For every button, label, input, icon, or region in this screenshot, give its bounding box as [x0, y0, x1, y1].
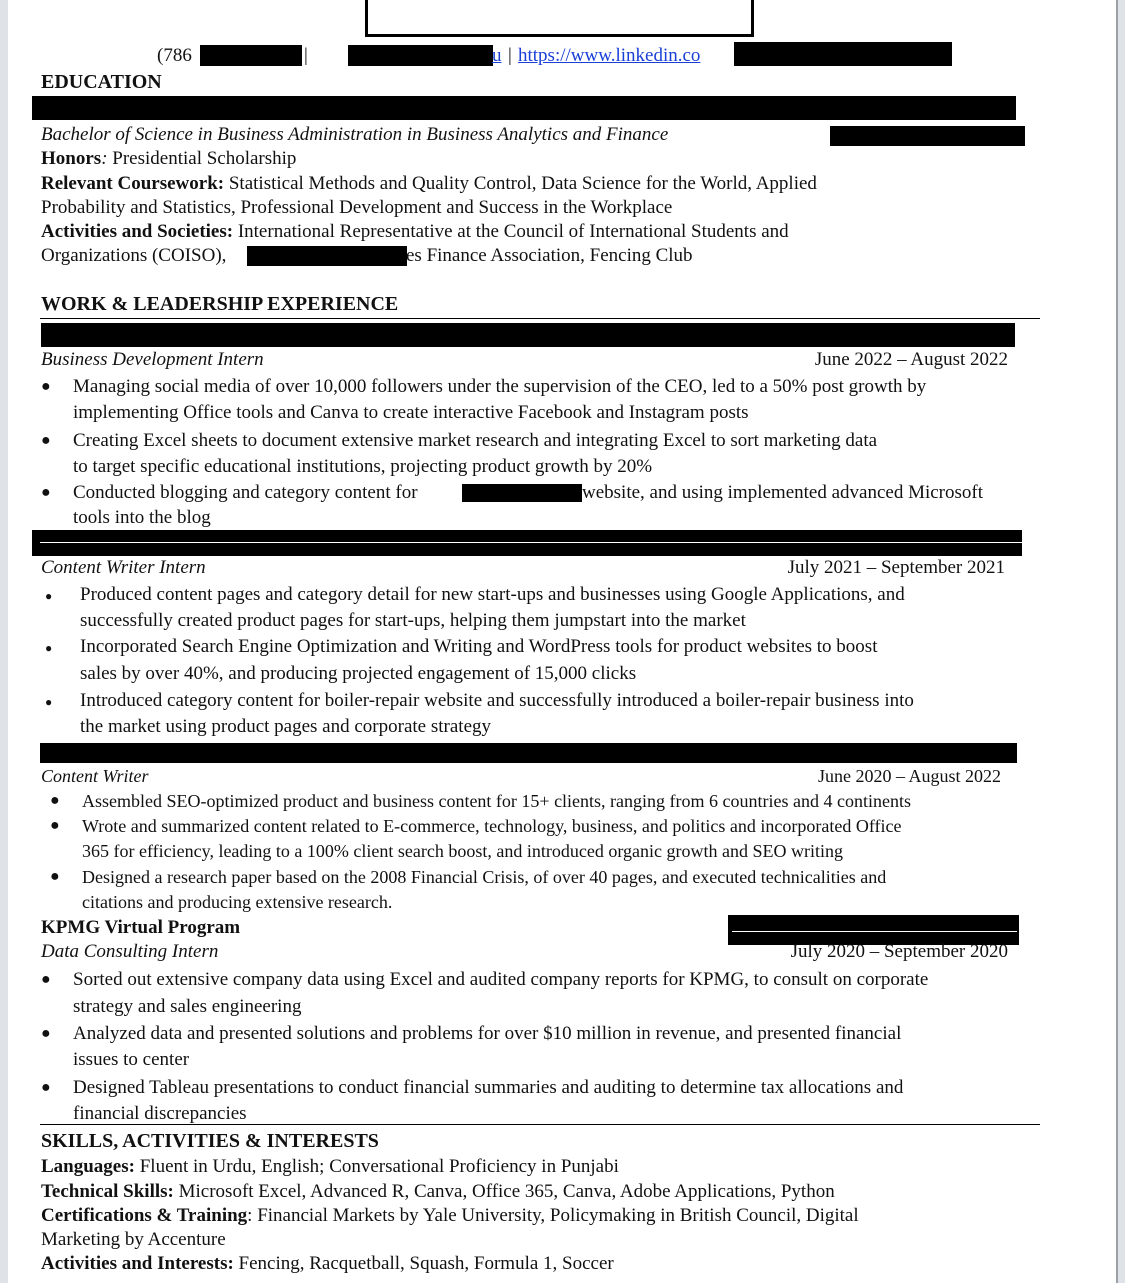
contact-separator-1: |: [304, 45, 308, 66]
job-3-bullet-1-dot: ●: [50, 792, 60, 809]
job-3-bullet-2-dot: ●: [50, 817, 60, 834]
job-4-bullet-3-cont: financial discrepancies: [73, 1103, 247, 1124]
name-redaction-box: [365, 0, 754, 37]
job-4-bullet-3-dot: ●: [41, 1079, 51, 1096]
languages-label: Languages:: [41, 1156, 135, 1177]
job-4-bullet-2: Analyzed data and presented solutions and problems for over $10 million in revenue, and presented financial: [73, 1023, 902, 1044]
job-3-dates: June 2020 – August 2022: [817, 766, 1001, 786]
job-3-role: Content Writer: [41, 766, 149, 786]
certifications-label: Certifications & Training: [41, 1205, 248, 1226]
degree: Bachelor of Science in Business Administration in Business Analytics and Finance: [41, 124, 669, 145]
languages-value: Fluent in Urdu, English; Conversational Proficiency in Punjabi: [134, 1156, 619, 1177]
job-1-bullet-1-cont: implementing Office tools and Canva to create interactive Facebook and Instagram posts: [73, 402, 749, 423]
job-1-bullet-2-cont: to target specific educational institutions, projecting product growth by 20%: [73, 456, 653, 477]
technical-value: Microsoft Excel, Advanced R, Canva, Office 365, Canva, Adobe Applications, Python: [173, 1181, 835, 1202]
interests-value: Fencing, Racquetball, Squash, Formula 1, Soccer: [233, 1253, 614, 1274]
job-1-bullet-3-dot: ●: [41, 484, 51, 501]
job-4-location-rule: [732, 931, 1017, 932]
honors-line: [41, 147, 296, 171]
job-3-bullet-2: Wrote and summarized content related to E-commerce, technology, business, and politics and incorporated Office: [82, 816, 902, 836]
work-heading: WORK & LEADERSHIP EXPERIENCE: [41, 293, 399, 315]
interests-label: Activities and Interests:: [41, 1253, 234, 1274]
job-3-bullet-2-cont: 365 for efficiency, leading to a 100% client search boost, and introduced organic growth and SEO writing: [82, 841, 843, 861]
job-4-role: Data Consulting Intern: [41, 941, 219, 962]
company-2-redaction: [32, 530, 1022, 556]
job-1-role: Business Development Intern: [41, 349, 264, 370]
job-2-bullet-2-cont: sales by over 40%, and producing projected engagement of 15,000 clicks: [80, 663, 637, 684]
coursework-label: Relevant Coursework:: [41, 173, 225, 194]
job-2-bullet-2: Incorporated Search Engine Optimization and Writing and WordPress tools for product websites to boost: [80, 636, 878, 657]
website-redaction: [462, 484, 582, 502]
job-4-bullet-2-cont: issues to center: [73, 1049, 190, 1070]
honors-value: Presidential Scholarship: [107, 148, 297, 169]
job-1-bullet-3b: website, and using implemented advanced Microsoft: [582, 482, 984, 503]
job-1-bullet-3-cont: tools into the blog: [73, 507, 211, 528]
technical-line: [41, 1180, 835, 1204]
coursework-line-1: [41, 172, 817, 196]
languages-line: [41, 1155, 619, 1179]
school-redaction: [32, 96, 1016, 120]
job-1-dates: June 2022 – August 2022: [814, 349, 1008, 370]
job-4-bullet-1-dot: ●: [41, 971, 51, 988]
job-4-bullet-3: Designed Tableau presentations to conduct financial summaries and auditing to determine tax allocations and: [73, 1077, 904, 1098]
company-2-divider: [40, 542, 1040, 543]
certifications-line-1: [41, 1204, 859, 1228]
activities-redaction: [247, 246, 407, 266]
email-link[interactable]: u: [492, 45, 502, 66]
contact-line: [157, 44, 192, 68]
job-2-bullet-1: Produced content pages and category detail for new start-ups and businesses using Google Applications, and: [80, 584, 905, 605]
job-2-bullet-1-cont: successfully created product pages for start-ups, helping them jumpstart into the market: [80, 610, 746, 631]
job-1-bullet-1: Managing social media of over 10,000 followers under the supervision of the CEO, led to a 50% post growth by: [73, 376, 927, 397]
job-4-bullet-2-dot: ●: [41, 1025, 51, 1042]
job-4-dates: July 2020 – September 2020: [790, 941, 1008, 962]
job-2-bullet-1-dot: ●: [45, 589, 53, 603]
email-redaction: [348, 45, 493, 66]
job-3-bullet-3: Designed a research paper based on the 2008 Financial Crisis, of over 40 pages, and executed technicalities and: [82, 867, 887, 887]
honors-sep: :: [101, 148, 108, 169]
job-2-bullet-3-cont: the market using product pages and corporate strategy: [80, 716, 491, 737]
work-divider: [40, 318, 1040, 319]
skills-heading: SKILLS, ACTIVITIES & INTERESTS: [41, 1130, 379, 1152]
activities-line-2b: es Finance Association, Fencing Club: [406, 245, 693, 266]
phone-redaction: [200, 45, 302, 66]
company-3-redaction: [40, 743, 1017, 763]
job-1-bullet-2: Creating Excel sheets to document extensive market research and integrating Excel to sort marketing data: [73, 430, 878, 451]
job-2-role: Content Writer Intern: [41, 557, 206, 578]
interests-line: [41, 1252, 614, 1276]
education-heading: EDUCATION: [41, 71, 162, 93]
job-4-bullet-1: Sorted out extensive company data using Excel and audited company reports for KPMG, to consult on corporate: [73, 969, 929, 990]
skills-divider: [40, 1124, 1040, 1125]
coursework-line-2: Probability and Statistics, Professional Development and Success in the Workplace: [41, 197, 673, 218]
contact-separator-2: |: [508, 45, 512, 66]
graduation-redaction: [830, 126, 1025, 146]
phone-number: (786: [157, 45, 192, 66]
activities-line-2a: Organizations (COISO),: [41, 245, 227, 266]
job-3-bullet-3-cont: citations and producing extensive research.: [82, 892, 393, 912]
activities-label: Activities and Societies:: [41, 221, 234, 242]
linkedin-link[interactable]: https://www.linkedin.co: [518, 45, 701, 66]
job-1-bullet-2-dot: ●: [41, 432, 51, 449]
activities-value: International Representative at the Council of International Students and: [233, 221, 789, 242]
certifications-value: : Financial Markets by Yale University, Policymaking in British Council, Digital: [247, 1205, 859, 1226]
activities-line-1: [41, 220, 789, 244]
job-1-bullet-1-dot: ●: [41, 378, 51, 395]
honors-label: Honors: [41, 148, 102, 169]
job-2-bullet-3-dot: ●: [45, 695, 53, 709]
job-3-bullet-3-dot: ●: [50, 868, 60, 885]
technical-label: Technical Skills:: [41, 1181, 174, 1202]
job-2-bullet-3: Introduced category content for boiler-repair website and successfully introduced a boiler-repair business into: [80, 690, 914, 711]
job-3-bullet-1: Assembled SEO-optimized product and business content for 15+ clients, ranging from 6 countries and 4 continents: [82, 791, 911, 811]
job-2-bullet-2-dot: ●: [45, 641, 53, 655]
resume-page: [8, 0, 1118, 1283]
job-4-bullet-1-cont: strategy and sales engineering: [73, 996, 302, 1017]
job-1-bullet-3a: Conducted blogging and category content for: [73, 482, 418, 503]
certifications-line-2: Marketing by Accenture: [41, 1229, 226, 1250]
job-4-company: KPMG Virtual Program: [41, 917, 241, 938]
job-2-dates: July 2021 – September 2021: [787, 557, 1005, 578]
linkedin-redaction: [734, 42, 952, 66]
company-1-redaction: [41, 323, 1015, 347]
coursework-value: Statistical Methods and Quality Control, Data Science for the World, Applied: [224, 173, 817, 194]
